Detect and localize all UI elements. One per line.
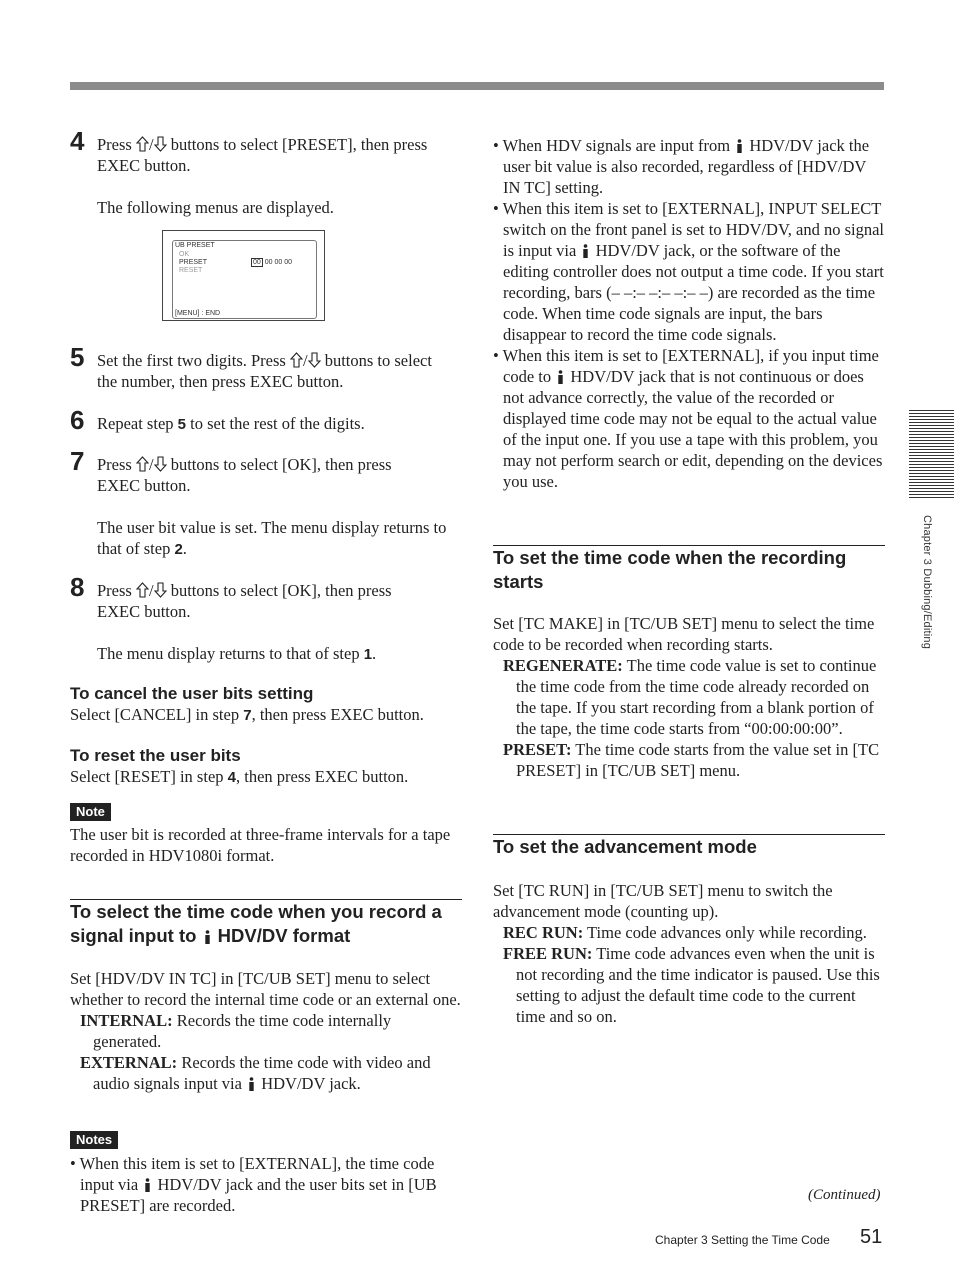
step-text: Press xyxy=(97,455,136,474)
bullet-text: HDV/DV jack the user bit value is also recorded, regardless of [HDV/DV IN TC] setting. xyxy=(503,136,870,197)
select-section-title xyxy=(70,900,462,948)
i-link-icon xyxy=(248,1077,255,1091)
step-reference: 5 xyxy=(177,416,186,433)
step-7: 7 Press / buttons to select [OK], then press EXEC button. The user bit value is set. The menu display returns to that of step 2. xyxy=(70,446,447,558)
title-text: HDV/DV format xyxy=(212,925,351,946)
i-link-icon xyxy=(557,370,564,384)
intro-text: Set [TC RUN] in [TC/UB SET] menu to switch the advancement mode (counting up). xyxy=(493,881,833,921)
reset-heading: To reset the user bits xyxy=(70,746,241,765)
i-link-icon xyxy=(582,244,589,258)
top-rule-bar xyxy=(70,82,884,90)
step-text: to set the rest of the digits. xyxy=(185,414,365,433)
rec-section-title: To set the time code when the recording starts xyxy=(493,547,847,592)
step-8: 8 Press / buttons to select [OK], then press EXEC button. The menu display returns to that of step 1. xyxy=(70,572,392,663)
definition-text: The time code starts from the value set in [TC PRESET] in [TC/UB SET] menu. xyxy=(516,740,880,780)
step-text: EXEC button. xyxy=(97,156,191,175)
punctuation: . xyxy=(182,539,187,558)
definition-text: Records the time code with video and audio signals input via xyxy=(93,1053,431,1093)
chapter-thumb-tab xyxy=(909,410,954,500)
definition-text: Records the time code internally generated. xyxy=(93,1011,392,1051)
bullet-text: HDV/DV jack, or the software of the editing controller does not output a time code. If you start recording, bars (– –:– –:– –:– –) are recorded as the time code. When time code signals are input, the bars disappear to record the time code signals. xyxy=(503,241,884,344)
body-text: Select [RESET] in step xyxy=(70,767,228,786)
body-text: , then press EXEC button. xyxy=(251,705,424,724)
step-text: the number, then press EXEC button. xyxy=(97,372,344,391)
arrow-up-icon xyxy=(290,352,303,368)
reset-text xyxy=(70,766,462,788)
bullet-text: When this item is set to [EXTERNAL], INPUT SELECT switch on the front panel is set to HDV/DV, and no signal is input via xyxy=(502,199,884,260)
definition-text: Time code advances even when the unit is not recording and the time indicator is paused. Use this setting to adjust the default time code to the current time and so on. xyxy=(516,944,880,1026)
body-text: , then press EXEC button. xyxy=(235,767,409,786)
cancel-text xyxy=(70,704,462,726)
step-note: The user bit value is set. The menu display returns to that of step xyxy=(97,518,447,558)
arrow-up-icon xyxy=(136,582,149,598)
menu-screen-illustration xyxy=(162,230,325,321)
menu-footer: [MENU] : END xyxy=(175,310,221,317)
bullet-text: HDV/DV jack that is not continuous or does not advance correctly, the value of the recorded or displayed time code may not be equal to the actual value of the input one. If you use a tape with this problem, you may not perform search or edit, depending on the devices you use. xyxy=(503,367,883,491)
side-caption-text: Chapter 3 Dubbing/Editing xyxy=(921,515,933,650)
term-preset: PRESET: xyxy=(503,740,572,759)
step-note: The menu display returns to that of step xyxy=(97,644,364,663)
definition-text: Time code advances only while recording. xyxy=(583,923,867,942)
adv-section-body xyxy=(493,880,885,1027)
term-internal: INTERNAL: xyxy=(80,1011,173,1030)
list-item: • When this item is set to [EXTERNAL], the time code input via HDV/DV jack and the user bits set in [UB PRESET] are recorded. xyxy=(70,1154,437,1215)
step-number: 6 xyxy=(70,405,85,435)
menu-value-cursor: 00 xyxy=(253,259,261,266)
menu-title: UB PRESET xyxy=(175,242,215,249)
step-text: buttons to select [OK], then press xyxy=(166,455,392,474)
arrow-up-icon xyxy=(136,136,149,152)
notes-list-left xyxy=(70,1153,462,1216)
step-text: EXEC button. xyxy=(97,476,191,495)
intro-text: Set [HDV/DV IN TC] in [TC/UB SET] menu to select whether to record the internal time code or an external one. xyxy=(70,969,461,1009)
bullet-text: When HDV signals are input from xyxy=(502,136,735,155)
select-section-body xyxy=(70,968,462,1094)
rec-section-body xyxy=(493,613,885,781)
notes-badge: Notes xyxy=(70,1131,118,1149)
i-link-icon xyxy=(736,139,743,153)
note-text: The user bit is recorded at three-frame intervals for a tape recorded in HDV1080i format. xyxy=(70,825,451,865)
title-text: To select the time code when you record a signal input to xyxy=(70,901,442,946)
step-4: 4 Press / buttons to select [PRESET], then press EXEC button. The following menus are displayed. xyxy=(70,134,462,218)
list-item: • When HDV signals are input from HDV/DV jack the user bit value is also recorded, regardless of [HDV/DV IN TC] setting. xyxy=(493,136,870,197)
list-item: • When this item is set to [EXTERNAL], if you input time code to HDV/DV jack that is not continuous or does not advance correctly, the value of the recorded or displayed time code may not be equal to the actual value of the input one. If you use a tape with this problem, you may not perform search or edit, depending on the devices you use. xyxy=(493,346,883,491)
bullet-text: When this item is set to [EXTERNAL], the time code input via xyxy=(79,1154,435,1194)
step-text: Press xyxy=(97,135,136,154)
step-text: Set the first two digits. Press xyxy=(97,351,290,370)
list-item: • When this item is set to [EXTERNAL], INPUT SELECT switch on the front panel is set to HDV/DV, and no signal is input via HDV/DV jack, or the software of the editing controller does not output a time code. If you start recording, bars (– –:– –:– –:– –) are recorded as the time code. When time code signals are input, the bars disappear to record the time code signals. xyxy=(493,199,884,344)
step-text: buttons to select [OK], then press xyxy=(166,581,392,600)
intro-text: Set [TC MAKE] in [TC/UB SET] menu to select the time code to be recorded when recording starts. xyxy=(493,614,875,654)
arrow-down-icon xyxy=(154,582,167,598)
menu-value: 00 00 00 xyxy=(262,259,292,266)
step-number: 7 xyxy=(70,446,85,476)
definition-text: HDV/DV jack. xyxy=(257,1074,361,1093)
term-external: EXTERNAL: xyxy=(80,1053,178,1072)
step-number: 4 xyxy=(70,126,85,156)
notes-list-right xyxy=(493,135,885,492)
cancel-heading: To cancel the user bits setting xyxy=(70,684,314,703)
definition-text: The time code value is set to continue the time code from the time code already recorded on the tape. If you start recording from a blank portion of the tape, the time code starts from “00:00:00:00”. xyxy=(516,656,877,738)
footer-chapter: Chapter 3 Setting the Time Code xyxy=(655,1233,830,1247)
arrow-up-icon xyxy=(136,456,149,472)
step-text: buttons to select [PRESET], then press xyxy=(166,135,428,154)
step-text: EXEC button. xyxy=(97,602,191,621)
note-badge: Note xyxy=(70,803,111,821)
page-number: 51 xyxy=(860,1226,883,1248)
step-reference: 4 xyxy=(227,769,236,786)
side-chapter-caption xyxy=(921,515,937,675)
menu-item-preset: PRESET xyxy=(179,259,208,266)
term-regenerate: REGENERATE: xyxy=(503,656,623,675)
step-reference: 2 xyxy=(174,541,183,558)
menu-item-reset: RESET xyxy=(179,267,203,274)
punctuation: . xyxy=(372,644,377,663)
i-link-icon xyxy=(204,930,211,944)
bullet-text: When this item is set to [EXTERNAL], if you input time code to xyxy=(502,346,879,386)
step-reference: 1 xyxy=(363,646,373,663)
adv-section-title: To set the advancement mode xyxy=(493,836,757,857)
term-rec-run: REC RUN: xyxy=(503,923,584,942)
i-link-icon xyxy=(144,1178,151,1192)
step-number: 5 xyxy=(70,342,85,372)
arrow-down-icon xyxy=(154,456,167,472)
arrow-down-icon xyxy=(154,136,167,152)
step-5: 5 Set the first two digits. Press / buttons to select the number, then press EXEC button. xyxy=(70,342,432,391)
step-text: Repeat step xyxy=(97,414,178,433)
menu-item-ok: OK xyxy=(179,251,190,258)
step-text: buttons to select xyxy=(320,351,432,370)
body-text: Select [CANCEL] in step xyxy=(70,705,244,724)
continued-label: (Continued) xyxy=(808,1187,881,1203)
step-6 xyxy=(70,405,462,435)
step-note: The following menus are displayed. xyxy=(97,198,334,217)
step-text: Press xyxy=(97,581,136,600)
step-reference: 7 xyxy=(243,707,252,724)
arrow-down-icon xyxy=(308,352,321,368)
bullet-text: HDV/DV jack and the user bits set in [UB PRESET] are recorded. xyxy=(80,1175,437,1215)
term-free-run: FREE RUN: xyxy=(503,944,593,963)
step-number: 8 xyxy=(70,572,85,602)
